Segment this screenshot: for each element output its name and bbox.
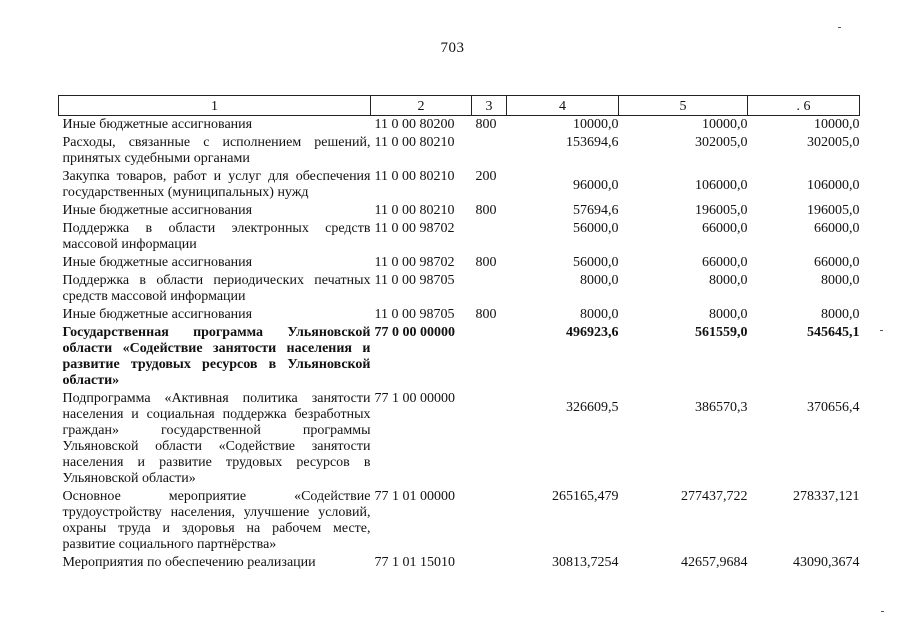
row-value-col6: 278337,121 [793,489,860,504]
budget-table [58,95,860,572]
row-value-col5: 10000,0 [702,117,748,132]
column-header-2: 2 [371,96,472,116]
row-value-col4: 56000,0 [573,255,619,270]
row-name: Поддержка в области электронных средств массовой информации [62,221,371,252]
row-value-col6: 8000,0 [821,307,860,322]
row-value-col5: 302005,0 [695,135,748,150]
row-value-col5: 8000,0 [709,307,748,322]
row-value-col6: 10000,0 [814,117,860,132]
row-value-col4: 8000,0 [580,307,619,322]
row-value-col6: 43090,3674 [793,555,860,570]
table-row [59,202,860,220]
row-name: Подпрограмма «Активная политика занятости населения и социальная поддержка безработных граждан» государственной программы Ульяновской области «Содействие занятости населения и развитие трудовых ресурсов в Ульяновской области» [62,391,371,486]
row-name: Основное мероприятие «Содействие трудоустройству населения, улучшение условий, охраны труда и здоровья на рабочем месте, развитие социального партнёрства» [62,489,371,552]
row-expense-type: 200 [475,169,497,184]
row-name: Иные бюджетные ассигнования [62,255,253,270]
table-row [59,220,860,254]
row-value-col6: 545645,1 [807,325,860,340]
row-name: Иные бюджетные ассигнования [62,117,253,132]
table-row [59,488,860,554]
table-row [59,554,860,572]
row-value-col5: 196005,0 [695,203,748,218]
table-row [59,116,860,135]
table-header-row [59,96,860,116]
row-code: 11 0 00 80210 [374,169,455,184]
row-value-col5: 106000,0 [695,178,748,193]
row-code: 77 1 01 15010 [374,555,455,570]
row-value-col6: 106000,0 [807,178,860,193]
table-row [59,390,860,488]
row-expense-type [472,554,507,572]
row-name: Мероприятия по обеспечению реализации [62,555,316,570]
row-expense-type [472,488,507,554]
row-expense-type: 800 [475,307,497,322]
row-value-col5: 66000,0 [702,221,748,236]
row-value-col5: 66000,0 [702,255,748,270]
column-header-1: 1 [59,96,371,116]
table-row [59,306,860,324]
row-name: Поддержка в области периодических печатных средств массовой информации [62,273,371,304]
row-code: 11 0 00 98702 [374,255,455,270]
scan-mark [881,611,884,612]
row-code: 11 0 00 98705 [374,273,455,288]
page-number: 703 [440,40,465,56]
row-expense-type [472,324,507,390]
row-expense-type: 800 [475,203,497,218]
row-code: 11 0 00 80210 [374,203,455,218]
row-value-col5: 386570,3 [695,400,748,415]
row-value-col5: 42657,9684 [681,555,748,570]
row-value-col4: 326609,5 [566,400,619,415]
row-value-col6: 66000,0 [814,221,860,236]
row-code: 11 0 00 98702 [374,221,455,236]
row-value-col6: 302005,0 [807,135,860,150]
table-body [59,116,860,573]
scan-mark [838,27,841,28]
row-code: 77 0 00 00000 [374,325,455,340]
row-name: Государственная программа Ульяновской области «Содействие занятости населения и развитие трудовых ресурсов в Ульяновской области» [62,325,371,388]
table-row [59,168,860,202]
row-value-col6: 196005,0 [807,203,860,218]
row-value-col4: 57694,6 [573,203,619,218]
row-value-col4: 153694,6 [566,135,619,150]
row-code: 11 0 00 80200 [374,117,455,132]
row-code: 11 0 00 80210 [374,135,455,150]
row-expense-type: 800 [475,117,497,132]
row-code: 77 1 00 00000 [374,391,455,406]
row-name: Закупка товаров, работ и услуг для обеспечения государственных (муниципальных) нужд [62,169,371,200]
row-value-col4: 56000,0 [573,221,619,236]
row-expense-type [472,390,507,488]
table-row [59,134,860,168]
row-expense-type [472,220,507,254]
table-row [59,272,860,306]
row-value-col4: 265165,479 [552,489,619,504]
row-value-col4: 30813,7254 [552,555,619,570]
row-value-col4: 96000,0 [573,178,619,193]
row-name: Расходы, связанные с исполнением решений, принятых судебными органами [62,135,371,166]
row-value-col6: 8000,0 [821,273,860,288]
table-row [59,254,860,272]
row-value-col4: 10000,0 [573,117,619,132]
row-code: 77 1 01 00000 [374,489,455,504]
row-value-col4: 8000,0 [580,273,619,288]
row-expense-type: 800 [475,255,497,270]
column-header-3: 3 [472,96,507,116]
column-header-6: . 6 [748,96,860,116]
row-value-col6: 370656,4 [807,400,860,415]
row-value-col5: 277437,722 [681,489,748,504]
scan-mark [880,330,883,331]
row-code: 11 0 00 98705 [374,307,455,322]
column-header-4: 4 [507,96,619,116]
column-header-5: 5 [619,96,748,116]
row-expense-type [472,134,507,168]
row-name: Иные бюджетные ассигнования [62,307,253,322]
row-value-col6: 66000,0 [814,255,860,270]
row-value-col5: 8000,0 [709,273,748,288]
table-row [59,324,860,390]
row-value-col4: 496923,6 [566,325,619,340]
row-value-col5: 561559,0 [695,325,748,340]
row-expense-type [472,272,507,306]
row-name: Иные бюджетные ассигнования [62,203,253,218]
